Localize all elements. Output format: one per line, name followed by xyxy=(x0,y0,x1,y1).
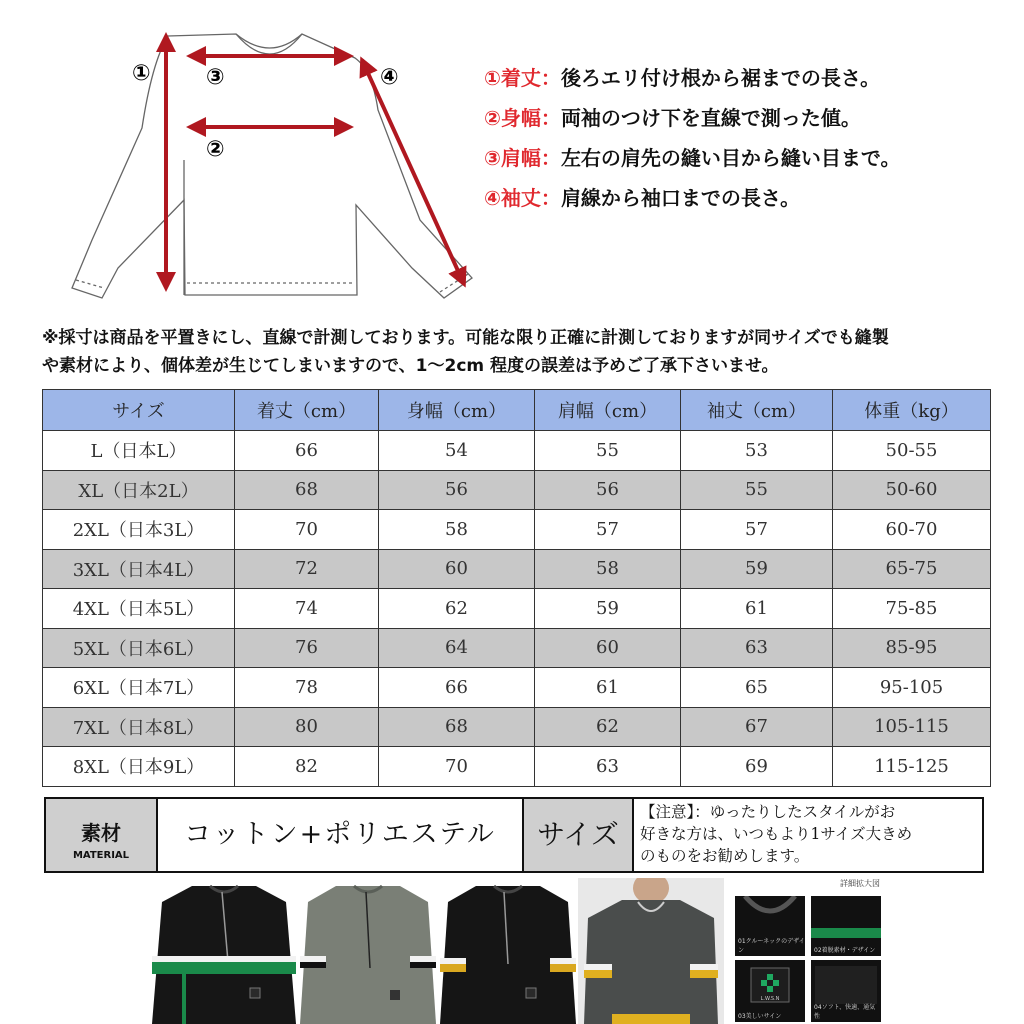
legend-row xyxy=(484,58,1014,98)
cell-width: 56 xyxy=(379,470,535,510)
size-note-line-2: 好きな方は、いつもより1サイズ大きめ xyxy=(640,825,913,843)
measurement-notes xyxy=(42,324,1012,380)
table-row xyxy=(43,707,991,747)
cell-size: XL（日本2L） xyxy=(43,470,235,510)
cell-weight: 65-75 xyxy=(833,549,991,589)
material-value: コットン+ポリエステル xyxy=(158,799,524,871)
notes-line-1: ※採寸は商品を平置きにし、直線で計測しております。可能な限り正確に計測しておりますが同サイズでも縫製 xyxy=(42,328,889,348)
cell-length: 66 xyxy=(235,431,379,471)
legend-key: ④袖丈： xyxy=(484,186,561,210)
cell-weight: 75-85 xyxy=(833,589,991,629)
legend-row xyxy=(484,138,1014,178)
cell-sleeve: 57 xyxy=(681,510,833,550)
cell-weight: 105-115 xyxy=(833,707,991,747)
table-row xyxy=(43,510,991,550)
cell-weight: 50-55 xyxy=(833,431,991,471)
size-label: サイズ xyxy=(524,799,634,871)
tile-caption: 04ソフト、快適、通気性 xyxy=(814,1004,876,1020)
material-info xyxy=(44,797,984,873)
cell-weight: 50-60 xyxy=(833,470,991,510)
cell-length: 72 xyxy=(235,549,379,589)
cell-weight: 60-70 xyxy=(833,510,991,550)
cell-width: 66 xyxy=(379,668,535,708)
size-table xyxy=(42,389,991,787)
product-photo-black-yellow xyxy=(440,878,576,1024)
logo-text: L.W.S.N xyxy=(760,996,780,1002)
cell-sleeve: 59 xyxy=(681,549,833,589)
table-row xyxy=(43,747,991,787)
cell-shoulder: 58 xyxy=(535,549,681,589)
detail-tile xyxy=(735,896,805,956)
cell-sleeve: 67 xyxy=(681,707,833,747)
product-photo-gray xyxy=(300,878,436,1024)
cell-length: 68 xyxy=(235,470,379,510)
legend-row xyxy=(484,178,1014,218)
cell-sleeve: 65 xyxy=(681,668,833,708)
detail-tile xyxy=(735,960,805,1022)
table-row xyxy=(43,668,991,708)
cell-sleeve: 53 xyxy=(681,431,833,471)
arrow-sleeve xyxy=(362,60,464,284)
tile-caption: 01クルーネックのデザイン xyxy=(738,938,805,954)
product-photo-model xyxy=(578,878,724,1024)
cell-shoulder: 55 xyxy=(535,431,681,471)
material-label-en: MATERIAL xyxy=(72,850,130,861)
cell-size: 5XL（日本6L） xyxy=(43,628,235,668)
cell-length: 76 xyxy=(235,628,379,668)
cell-weight: 115-125 xyxy=(833,747,991,787)
header-length: 着丈（cm） xyxy=(235,390,379,431)
table-row xyxy=(43,549,991,589)
cell-width: 64 xyxy=(379,628,535,668)
legend-key: ②身幅： xyxy=(484,106,561,130)
table-row xyxy=(43,470,991,510)
cell-shoulder: 56 xyxy=(535,470,681,510)
cell-size: 3XL（日本4L） xyxy=(43,549,235,589)
tile-cuff-illustration xyxy=(811,896,881,944)
notes-line-2: や素材により、個体差が生じてしまいますので、1～2cm 程度の誤差は予めご了承下さいませ。 xyxy=(42,356,779,376)
label-2: ② xyxy=(206,137,225,162)
table-row xyxy=(43,589,991,629)
cell-width: 54 xyxy=(379,431,535,471)
cell-size: 4XL（日本5L） xyxy=(43,589,235,629)
cell-shoulder: 62 xyxy=(535,707,681,747)
cell-size: L（日本L） xyxy=(43,431,235,471)
cell-width: 60 xyxy=(379,549,535,589)
tile-caption: 03美しいサイン xyxy=(738,1013,782,1020)
size-note-line-3: のものをお勧めします。 xyxy=(640,847,810,865)
table-row xyxy=(43,628,991,668)
tile-caption: 02着脱素材・デザイン xyxy=(814,947,876,954)
size-note-line-1: 【注意】：ゆったりしたスタイルがお xyxy=(640,803,896,821)
measurement-diagram xyxy=(0,0,480,320)
legend-text: 左右の肩先の縫い目から縫い目まで。 xyxy=(560,146,901,170)
cell-weight: 85-95 xyxy=(833,628,991,668)
product-photo-black-green xyxy=(152,878,296,1024)
cell-shoulder: 57 xyxy=(535,510,681,550)
cell-length: 80 xyxy=(235,707,379,747)
legend-text: 肩線から袖口までの長さ。 xyxy=(560,186,801,210)
cell-width: 68 xyxy=(379,707,535,747)
cell-size: 8XL（日本9L） xyxy=(43,747,235,787)
material-label: 素材 xyxy=(81,821,121,845)
header-width: 身幅（cm） xyxy=(379,390,535,431)
detail-tile xyxy=(811,960,881,1022)
legend-row xyxy=(484,98,1014,138)
cell-shoulder: 60 xyxy=(535,628,681,668)
legend-text: 後ろエリ付け根から裾までの長さ。 xyxy=(560,66,881,90)
header-size: サイズ xyxy=(43,390,235,431)
cell-length: 78 xyxy=(235,668,379,708)
header-sleeve: 袖丈（cm） xyxy=(681,390,833,431)
header-shoulder: 肩幅（cm） xyxy=(535,390,681,431)
table-row xyxy=(43,431,991,471)
material-label-cell xyxy=(46,799,158,871)
cell-width: 70 xyxy=(379,747,535,787)
table-header-row xyxy=(43,390,991,431)
cell-length: 74 xyxy=(235,589,379,629)
cell-shoulder: 63 xyxy=(535,747,681,787)
cell-length: 70 xyxy=(235,510,379,550)
cell-size: 6XL（日本7L） xyxy=(43,668,235,708)
cell-sleeve: 61 xyxy=(681,589,833,629)
cell-size: 2XL（日本3L） xyxy=(43,510,235,550)
cell-shoulder: 61 xyxy=(535,668,681,708)
detail-tile xyxy=(811,896,881,956)
label-4: ④ xyxy=(380,65,399,90)
measurement-legend xyxy=(484,58,1014,218)
cell-size: 7XL（日本8L） xyxy=(43,707,235,747)
cell-shoulder: 59 xyxy=(535,589,681,629)
cell-sleeve: 63 xyxy=(681,628,833,668)
legend-key: ①着丈： xyxy=(484,66,561,90)
zoom-title: 詳細拡大図 xyxy=(840,879,880,888)
legend-text: 両袖のつけ下を直線で測った値。 xyxy=(560,106,861,130)
legend-key: ③肩幅： xyxy=(484,146,561,170)
header-weight: 体重（kg） xyxy=(833,390,991,431)
cell-weight: 95-105 xyxy=(833,668,991,708)
cell-sleeve: 55 xyxy=(681,470,833,510)
cell-length: 82 xyxy=(235,747,379,787)
size-note xyxy=(634,799,982,871)
label-3: ③ xyxy=(206,65,225,90)
label-1: ① xyxy=(132,61,151,86)
cell-width: 62 xyxy=(379,589,535,629)
cell-width: 58 xyxy=(379,510,535,550)
logo-badge xyxy=(735,960,805,1010)
cell-sleeve: 69 xyxy=(681,747,833,787)
